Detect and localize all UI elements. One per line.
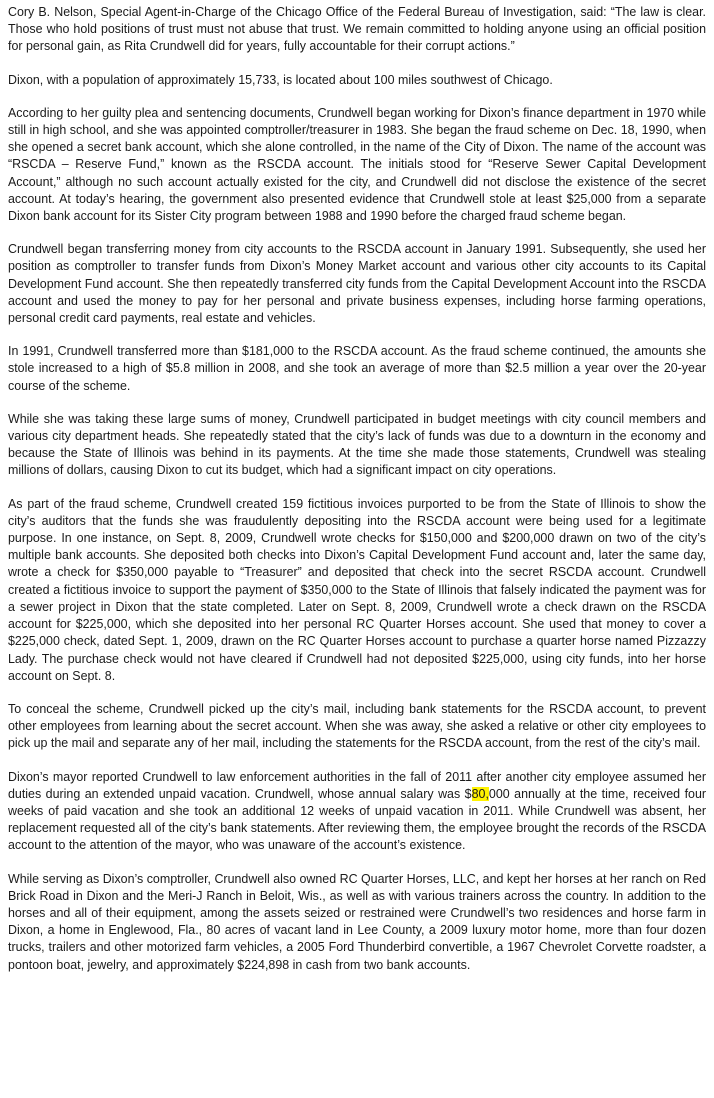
paragraph-nelson-quote: Cory B. Nelson, Special Agent-in-Charge of the Chicago Office of the Federal Bureau of Investigation, said: “The law is clear. Those who hold positions of trust must not abuse that trust. We remain committed to holding anyone using an official position for personal gain, as Rita Crundwell did for years, fully accountable for their corrupt actions.” (8, 5, 706, 54)
paragraph-fictitious-invoices: As part of the fraud scheme, Crundwell created 159 fictitious invoices purported to be from the State of Illinois to show the city’s auditors that the funds she was fraudulently depositing into the RSCDA account were being used for a legitimate purpose. In one instance, on Sept. 8, 2009, Crundwell wrote checks for $150,000 and $200,000 drawn on two of the city’s multiple bank accounts. She deposited both checks into Dixon’s Capital Development Fund account and, later the same day, wrote a check for $350,000 payable to “Treasurer” and deposited that check into the secret RSCDA account. Crundwell created a fictitious invoice to support the payment of $350,000 to the State of Illinois that falsely indicated the payment was for a sewer project in Dixon that the state completed. Later on Sept. 8, 2009, Crundwell wrote a check drawn on the RSCDA account for $225,000, which she deposited into her personal RC Quarter Horses account. She used that money to cover a $225,000 check, dated Sept. 1, 2009, drawn on the RC Quarter Horses account to purchase a quarter horse named Pizzazzy Lady. The purchase check would not have cleared if Crundwell had not deposited $225,000, using city funds, into her horse account on Sept. 8. (8, 496, 706, 683)
paragraph-amounts: In 1991, Crundwell transferred more than $181,000 to the RSCDA account. As the fraud scheme continued, the amounts she stole increased to a high of $5.8 million in 2008, and she took an average of more than $2.5 million a year over the 20-year course of the scheme. (8, 344, 706, 393)
mayor-report-text-before: Dixon’s mayor reported Crundwell to law enforcement authorities in the fall of 2011 after another city employee assumed her duties during an extended unpaid vacation. Crundwell, whose annual salary was $ (8, 769, 706, 801)
paragraph-assets-seized: While serving as Dixon’s comptroller, Crundwell also owned RC Quarter Horses, LLC, and kept her horses at her ranch on Red Brick Road in Dixon and the Meri-J Ranch in Beloit, Wis., as well as with various trainers across the country. In addition to the horses and all of their equipment, among the assets seized or restrained were Crundwell’s two residences and horse farm in Dixon, a home in Englewood, Fla., 80 acres of vacant land in Lee County, a 2009 luxury motor home, more than four dozen trucks, trailers and other motorized farm vehicles, a 2005 Ford Thunderbird convertible, a 1967 Chevrolet Corvette roadster, a pontoon boat, jewelry, and approximately $224,898 in cash from two bank accounts. (8, 871, 706, 972)
paragraph-transfers: Crundwell began transferring money from city accounts to the RSCDA account in January 1991. Subsequently, she used her position as comptroller to transfer funds from Dixon’s Money Market account and various other city accounts to its Capital Development Fund account. She then repeatedly transferred city funds from the Capital Development Account into the RSCDA account and used the money to pay for her personal and private business expenses, including horse farming operations, personal credit card payments, real estate and vehicles. (8, 242, 706, 326)
highlighted-salary: 80, (471, 786, 489, 801)
paragraph-conceal-scheme: To conceal the scheme, Crundwell picked up the city’s mail, including bank statements for the RSCDA account, to prevent other employees from learning about the secret account. When she was away, she asked a relative or other city employees to pick up the mail and separate any of her mail, including the statements for the RSCDA account, from the rest of the city’s mail. (8, 701, 706, 751)
mayor-report-text-after: 000 annually at the time, received four weeks of paid vacation and she took an additional 12 weeks of unpaid vacation in 2011. While Crundwell was absent, her replacement requested all of the city’s bank statements. After reviewing them, the employee brought the records of the RSCDA account to the attention of the mayor, who was unaware of the account’s existence. (8, 786, 707, 853)
paragraph-budget-meetings: While she was taking these large sums of money, Crundwell participated in budget meetings with city council members and various city department heads. She repeatedly stated that the city’s lack of funds was due to a downturn in the economy and because the State of Illinois was behind in its payments. At the time she made those statements, Crundwell was stealing millions of dollars, causing Dixon to cut its budget, which had a significant impact on city operations. (8, 411, 706, 478)
paragraph-dixon-population: Dixon, with a population of approximately 15,733, is located about 100 miles southwest of Chicago. (8, 72, 553, 87)
paragraph-mayor-report (8, 769, 706, 855)
paragraph-guilty-plea: According to her guilty plea and sentencing documents, Crundwell began working for Dixon’s finance department in 1970 while still in high school, and she was appointed comptroller/treasurer in 1983. She began the fraud scheme on Dec. 18, 1990, when she opened a secret bank account, which she alone controlled, in the name of the City of Dixon. The name of the account was “RSCDA – Reserve Fund,” known as the RSCDA account. The initials stood for “Reserve Sewer Capital Development Account,” although no such account actually existed for the city, and Crundwell did not disclose the existence of the secret account. At today’s hearing, the government also presented evidence that Crundwell stole at least $25,000 from a separate Dixon bank account for its Sister City program between 1988 and 1990 before the charged fraud scheme began. (8, 105, 706, 224)
